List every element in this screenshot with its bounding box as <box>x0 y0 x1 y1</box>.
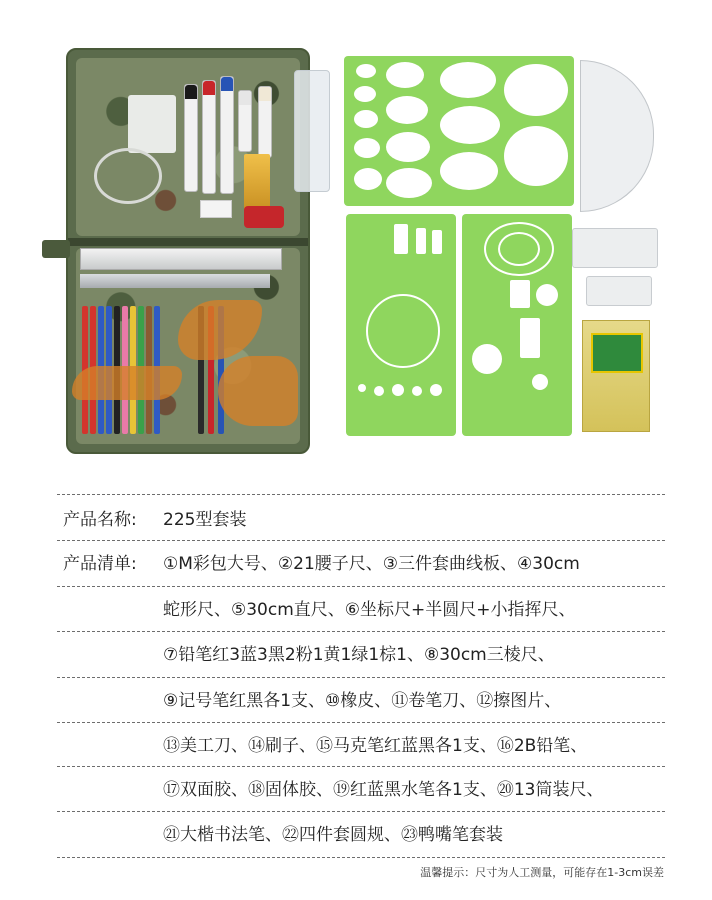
product-list-line: ⑦铅笔红3蓝3黑2粉1黄1绿1棕1、⑧30cm三棱尺、 <box>163 645 555 665</box>
french-curve <box>218 356 298 426</box>
brush <box>244 154 270 214</box>
product-list-line: ①M彩包大号、②21腰子尺、③三件套曲线板、④30cm <box>163 554 580 574</box>
divider <box>57 857 665 858</box>
pencil-sharpener <box>244 206 284 228</box>
triangular-scale-ruler <box>80 248 282 270</box>
kidney-template <box>344 56 574 206</box>
divider <box>57 677 665 678</box>
product-list-label: 产品清单: <box>63 554 137 574</box>
geometry-template <box>462 214 572 436</box>
command-ruler <box>586 276 652 306</box>
product-list-line: 蛇形尺、⑤30cm直尺、⑥坐标尺+半圆尺+小指挥尺、 <box>163 600 576 620</box>
protractor <box>580 60 654 212</box>
marker-pen <box>184 84 198 192</box>
divider <box>57 766 665 767</box>
case-handle <box>42 240 70 258</box>
camouflage-case <box>66 48 310 454</box>
product-list-line: ⑰双面胶、⑱固体胶、⑲红蓝黑水笔各1支、⑳13筒装尺、 <box>163 780 604 800</box>
box-label <box>591 333 643 373</box>
symbol-template <box>346 214 456 436</box>
divider <box>57 811 665 812</box>
metal-stencil <box>128 95 176 153</box>
product-name-label: 产品名称: <box>63 510 137 530</box>
lead-case <box>294 70 330 192</box>
boxed-ruler-set <box>582 320 650 432</box>
marker-pen <box>202 80 216 194</box>
case-zipper <box>68 238 308 246</box>
product-name-value: 225型套装 <box>163 510 247 530</box>
marker-pen <box>238 90 252 152</box>
divider <box>57 540 665 541</box>
marker-pen <box>220 76 234 194</box>
eraser <box>200 200 232 218</box>
wire-coil <box>94 148 162 204</box>
product-list-line: ⑬美工刀、⑭刷子、⑮马克笔红蓝黑各1支、⑯2B铅笔、 <box>163 736 588 756</box>
straight-ruler <box>80 274 270 288</box>
product-list-line: ⑨记号笔红黑各1支、⑩橡皮、⑪卷笔刀、⑫擦图片、 <box>163 691 562 711</box>
product-list-line: ㉑大楷书法笔、㉒四件套圆规、㉓鸭嘴笔套装 <box>163 825 503 845</box>
measurement-note: 温馨提示：尺寸为人工测量，可能存在1-3cm误差 <box>420 866 664 879</box>
divider <box>57 494 665 495</box>
divider <box>57 722 665 723</box>
coordinate-ruler <box>572 228 658 268</box>
divider <box>57 631 665 632</box>
divider <box>57 586 665 587</box>
glue-stick <box>258 86 272 158</box>
french-curve <box>72 366 182 400</box>
